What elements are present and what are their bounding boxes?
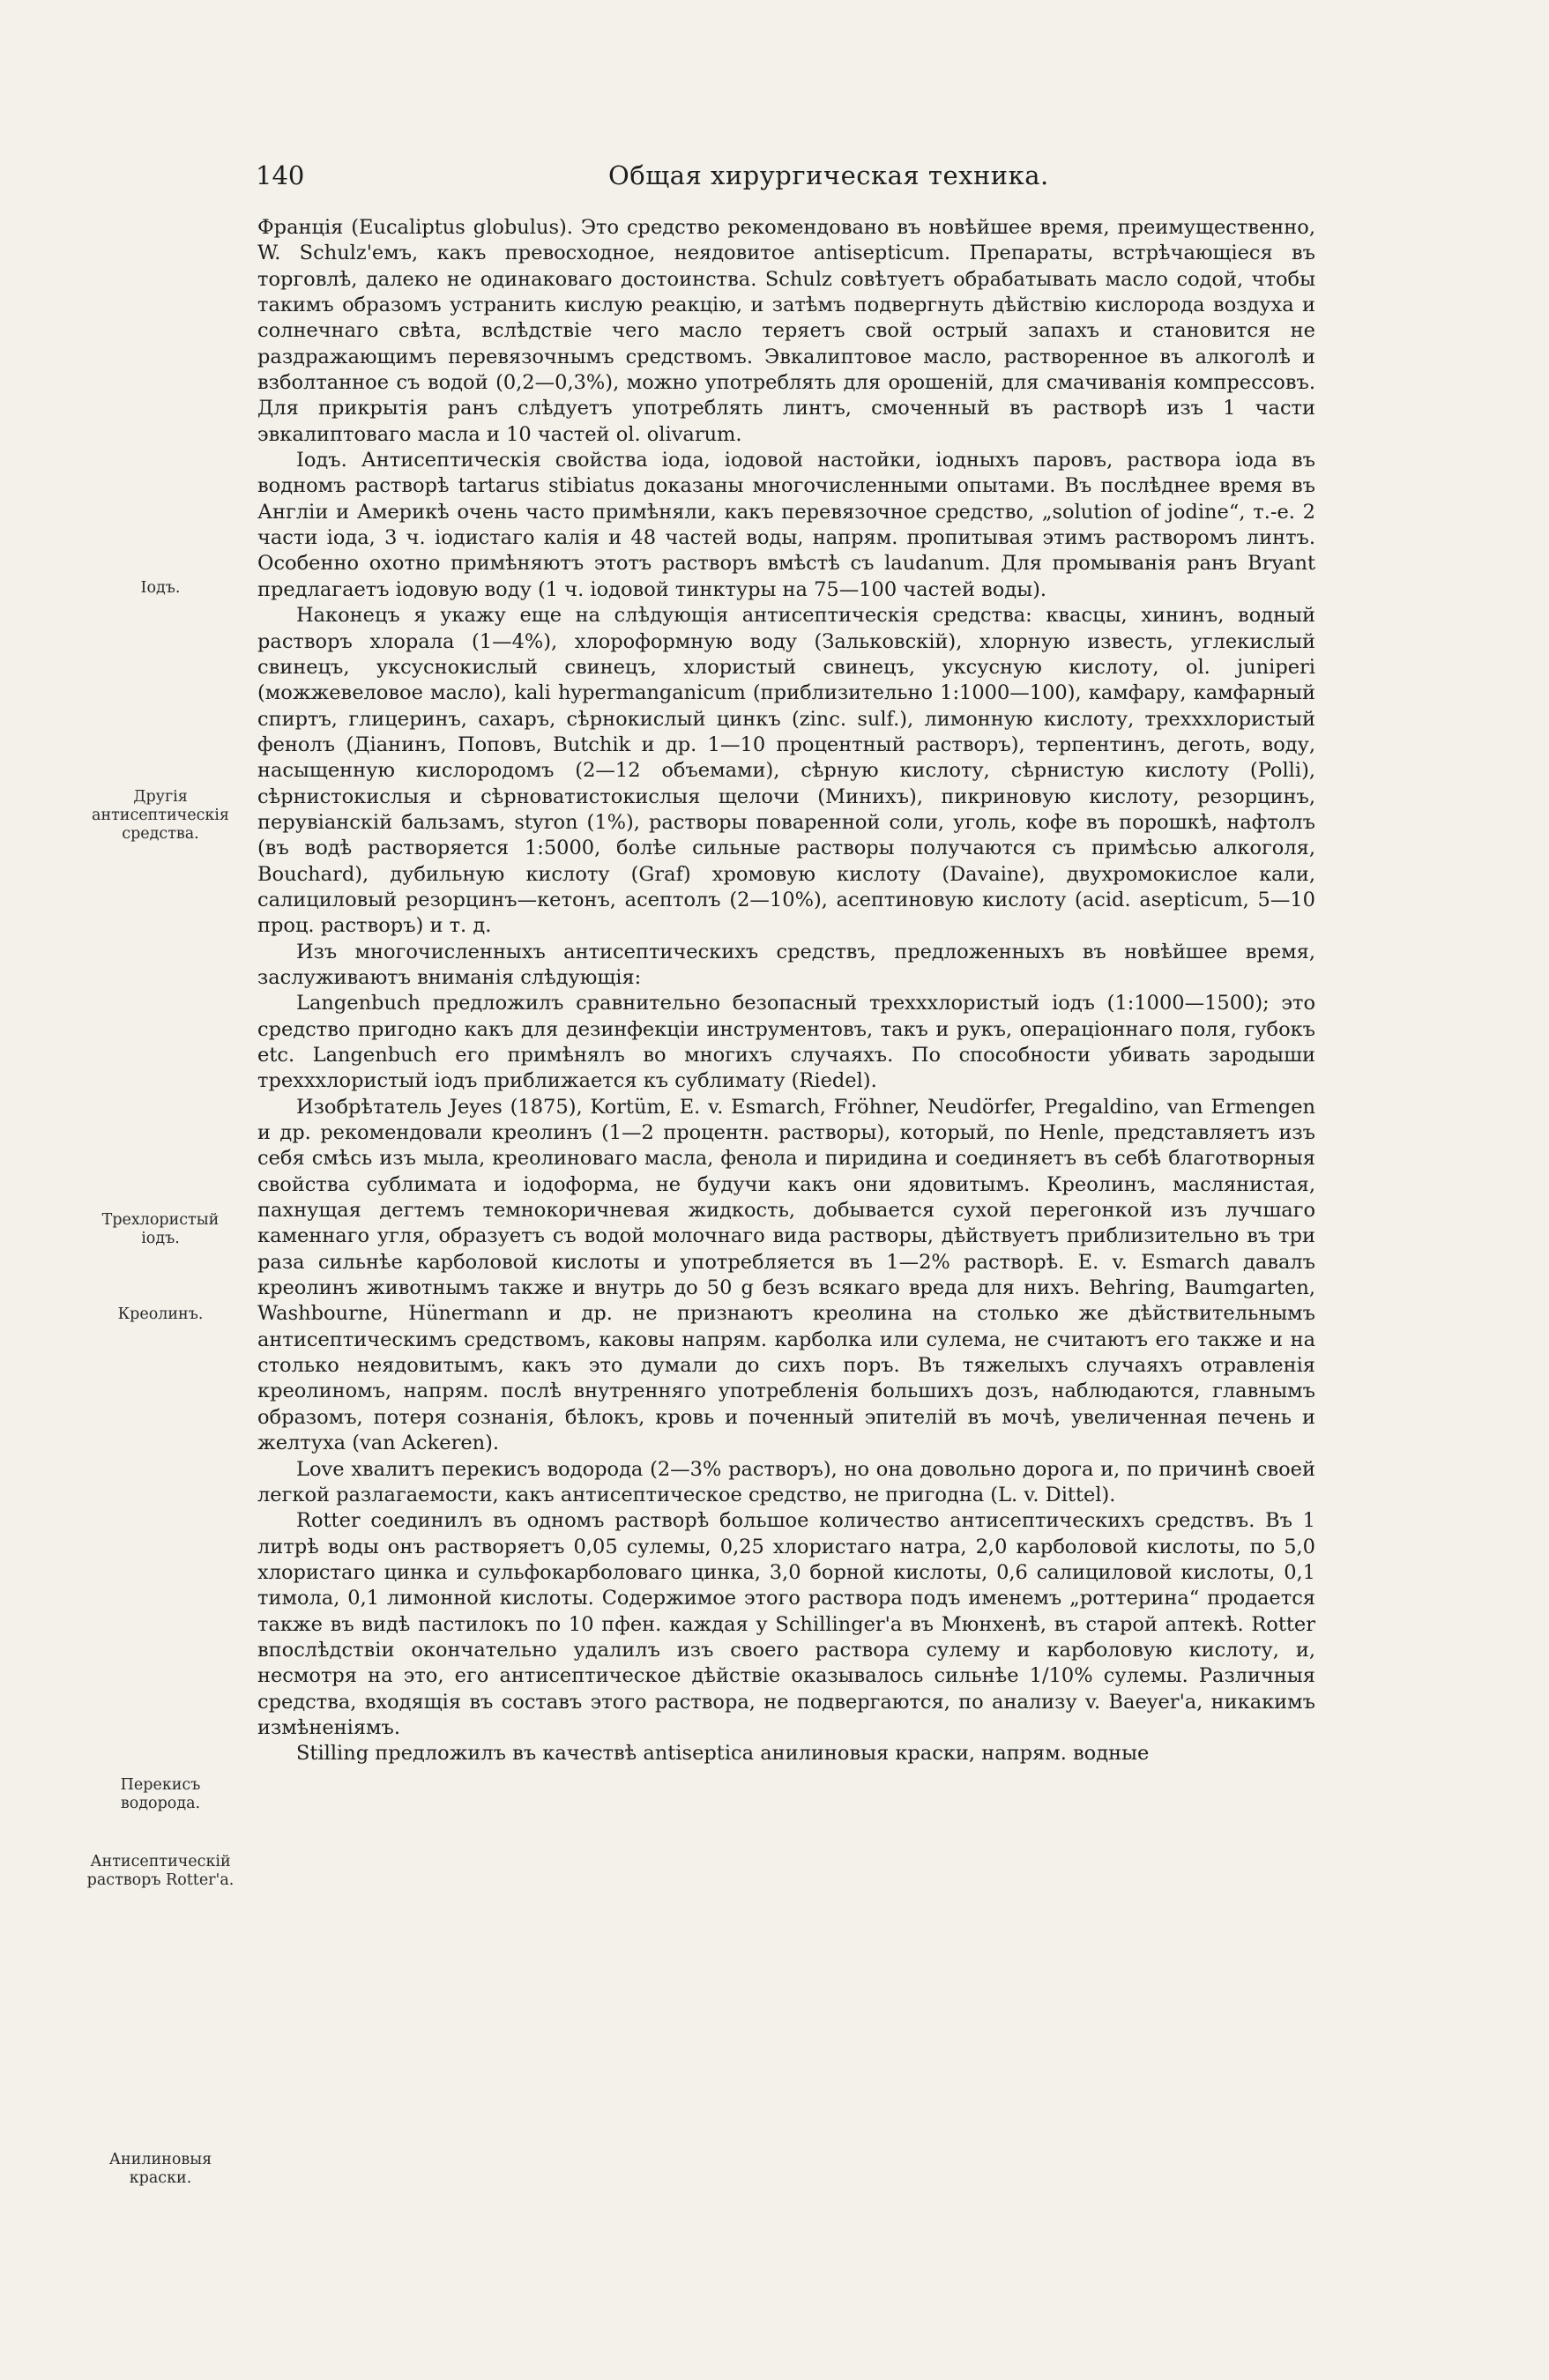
paragraph-hydrogen-peroxide: Love хвалитъ перекисъ водорода (2—3% растворъ), но она довольно дорога и, по причинѣ своей легкой разлагаемости, какъ антисептическое средство, не пригодна (L. v. Dittel). — [257, 1457, 1315, 1506]
paragraph-recent-agents: Изъ многочисленныхъ антисептическихъ средствъ, предложенныхъ въ новѣйшее время, заслуживаютъ вниманія слѣдующія: — [257, 940, 1315, 989]
body-text — [257, 215, 1315, 1767]
paragraph-iodine-trichloride: Langenbuch предложилъ сравнительно безопасный трехххлористый іодъ (1:1000—1500); это средство пригодно какъ для дезинфекціи инструментовъ, такъ и рукъ, операціоннаго поля, губокъ etc. Langenbuch его примѣнялъ во многихъ случаяхъ. По способности убивать зародыши трехххлористый іодъ приближается къ сублимату (Riedel). — [257, 992, 1315, 1093]
paragraph-rotter-solution: Rotter соединилъ въ одномъ растворѣ большое количество антисептическихъ средствъ. Въ 1 литрѣ воды онъ растворяетъ 0,05 сулемы, 0,25 хлористаго натра, 2,0 карболовой кислоты, по 5,0 хлористаго цинка и сульфокарболоваго цинка, 3,0 борной кислоты, 0,6 салициловой кислоты, 0,1 тимола, 0,1 лимонной кислоты. Содержимое этого раствора подъ именемъ „роттерина“ продается также въ видѣ пастилокъ по 10 пфен. каждая у Schillinger'а въ Мюнхенѣ, въ старой аптекѣ. Rotter впослѣдствіи окончательно удалилъ изъ своего раствора сулему и карболовую кислоту, и, несмотря на это, его антисептическое дѣйствіе оказывалось сильнѣе 1/10% сулемы. Различныя средства, входящія въ составъ этого раствора, не подвергаются, по анализу v. Baeyer'а, никакимъ измѣненіямъ. — [257, 1509, 1315, 1739]
paragraph-iod: Іодъ. Антисептическія свойства іода, іодовой настойки, іодныхъ паровъ, раствора іода въ водномъ растворѣ tartarus stibiatus доказаны многочисленными опытами. Въ послѣднее время въ Англіи и Америкѣ очень часто примѣняли, какъ перевязочное средство, „solution of jodine“, т.-е. 2 части іода, 3 ч. іодистаго калія и 48 частей воды, напрям. пропитывая этимъ растворомъ линтъ. Особенно охотно примѣняютъ этотъ растворъ вмѣстѣ съ laudanum. Для промыванія ранъ Bryant предлагаетъ іодовую воду (1 ч. іодовой тинктуры на 75—100 частей воды). — [257, 449, 1315, 601]
margin-note-aniline-dyes: Анилиновыя краски. — [108, 2151, 212, 2187]
page-number: 140 — [256, 160, 305, 190]
margin-note-iodine-trichloride: Трехлористый іодъ. — [101, 1211, 220, 1247]
margin-note-iod: Іодъ. — [140, 579, 181, 597]
paragraph-eucalyptus: Франція (Eucaliptus globulus). Это средство рекомендовано въ новѣйшее время, преимущественно, W. Schulz'емъ, какъ превосходное, неядовитое antisepticum. Препараты, встрѣчающіеся въ торговлѣ, далеко не одинаковаго достоинства. Schulz совѣтуетъ обрабатывать масло содой, чтобы такимъ образомъ устранить кислую реакцію, и затѣмъ подвергнуть дѣйствію кислорода воздуха и солнечнаго свѣта, вслѣдствіе чего масло теряетъ свой острый запахъ и становится не раздражающимъ перевязочнымъ средствомъ. Эвкалиптовое масло, растворенное въ алкоголѣ и взболтанное съ водой (0,2—0,3%), можно употреблять для орошеній, для смачиванія компрессовъ. Для прикрытія ранъ слѣдуетъ употреблять линтъ, смоченный въ растворѣ изъ 1 части эвкалиптоваго масла и 10 частей ol. olivarum. — [257, 216, 1315, 446]
paragraph-aniline-dyes: Stilling предложилъ въ качествѣ antiseptica анилиновыя краски, напрям. водные — [296, 1742, 1150, 1766]
running-head: Общая хирургическая техника. — [608, 160, 1049, 190]
paragraph-creolin: Изобрѣтатель Jeyes (1875), Kortüm, E. v. Esmarch, Fröhner, Neudörfer, Pregaldino, van Ermengen и др. рекомендовали креолинъ (1—2 процентн. растворы), который, по Henle, представляетъ изъ себя смѣсь изъ мыла, креолиноваго масла, фенола и пиридина и соединяетъ въ себѣ благотворныя свойства сублимата и іодоформа, не будучи какъ они ядовитымъ. Креолинъ, маслянистая, пахнущая дегтемъ темнокоричневая жидкость, добывается сухой перегонкой изъ лучшаго каменнаго угля, образуетъ съ водой молочнаго вида растворы, дѣйствуетъ приблизительно въ три раза сильнѣе карболовой кислоты и употребляется въ 1—2% растворѣ. E. v. Esmarch давалъ креолинъ животнымъ также и внутрь до 50 g безъ всякаго вреда для нихъ. Behring, Baumgarten, Washbourne, Hünermann и др. не признаютъ креолина на столько же дѣйствительнымъ антисептическимъ средствомъ, каковы напрям. карболка или сулема, не считаютъ его также и на столько неядовитымъ, какъ это думали до сихъ поръ. Въ тяжелыхъ случаяхъ отравленія креолиномъ, напрям. послѣ внутренняго употребленія большихъ дозъ, наблюдаются, главнымъ образомъ, потеря сознанія, бѣлокъ, кровь и поченный эпителій въ мочѣ, увеличенная печень и желтуха (van Ackeren). — [257, 1095, 1315, 1455]
margin-note-rotter-solution: Антисептическій растворъ Rotter'а. — [86, 1853, 235, 1889]
page-header — [256, 160, 1314, 199]
margin-note-other-antiseptics: Другія антисептическія средства. — [92, 788, 229, 843]
paragraph-other-antiseptics: Наконецъ я укажу еще на слѣдующія антисептическія средства: квасцы, хининъ, водный растворъ хлорала (1—4%), хлороформную воду (Зальковскій), хлорную известь, углекислый свинецъ, уксуснокислый свинецъ, хлористый свинецъ, уксусную кислоту, ol. juniperi (можжевеловое масло), kali hypermanganicum (приблизительно 1:1000—100), камфару, камфарный спиртъ, глицеринъ, сахаръ, сѣрнокислый цинкъ (zinc. sulf.), лимонную кислоту, трехххлористый фенолъ (Діанинъ, Поповъ, Butchik и др. 1—10 процентный растворъ), терпентинъ, деготь, воду, насыщенную кислородомъ (2—12 объемами), сѣрную кислоту, сѣрнистую кислоту (Polli), сѣрнистокислыя и сѣрноватистокислыя щелочи (Минихъ), пикриновую кислоту, резорцинъ, перувіанскій бальзамъ, styron (1%), растворы поваренной соли, уголь, кофе въ порошкѣ, нафтолъ (въ водѣ растворяется 1:5000, болѣе сильные растворы получаются съ примѣсью алкоголя, Bouchard), дубильную кислоту (Graf) хромовую кислоту (Davaine), двухромокислое кали, салициловый резорцинъ—кетонъ, асептолъ (2—10%), асептиновую кислоту (acid. asepticum, 5—10 проц. растворъ) и т. д. — [257, 604, 1315, 938]
margin-note-creolin: Креолинъ. — [117, 1305, 204, 1323]
margin-note-hydrogen-peroxide: Перекисъ водорода. — [120, 1776, 201, 1812]
